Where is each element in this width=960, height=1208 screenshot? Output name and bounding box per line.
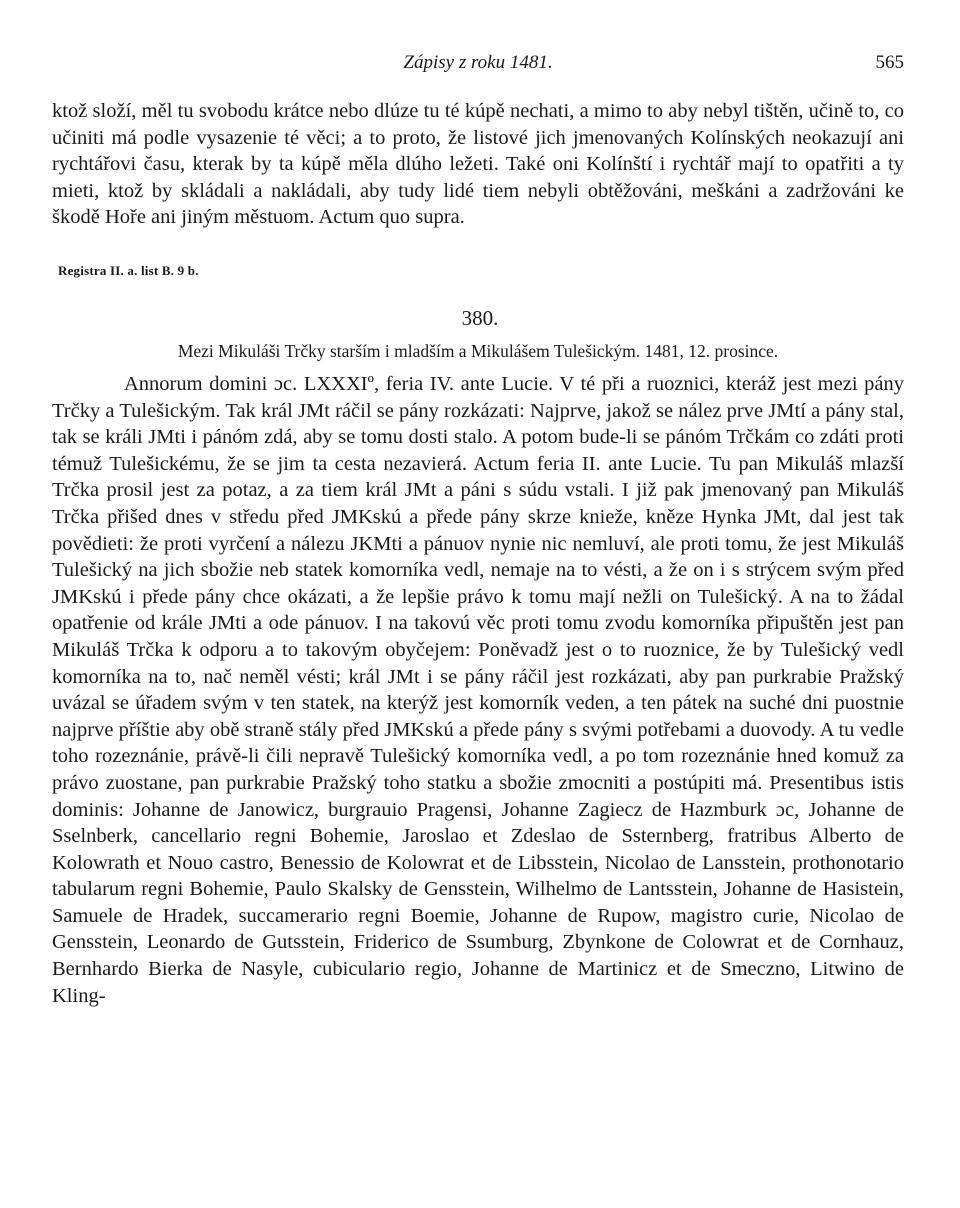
source-note: Registra II. a. list B. 9 b. bbox=[58, 263, 199, 278]
page-number: 565 bbox=[875, 52, 904, 73]
document-text bbox=[52, 371, 904, 1009]
continuation-paragraph: ktož složí, měl tu svobodu krátce nebo dlúze tu té kúpě nechati, a mimo to aby nebyl tištěn, učině to, co učiniti má podle vysazenie té věci; a to proto, že listové jich jmenovaných Kolínských neokazují ani rychtářovi času, kterak by ta kúpě měla dlúho ležeti. Také oni Kolínští i rychtář mají to opatřiti a ty mieti, ktož by skládali a nakládali, aby tudy lidé tiem nebyli obtěžováni, meškáni a zadržováni ke škodě Hoře ani jiným městuom. Actum quo supra. bbox=[52, 100, 904, 229]
document-regest: Mezi Mikuláši Trčky starším i mladším a Mikulášem Tulešickým. 1481, 12. prosince. bbox=[177, 341, 779, 361]
running-header bbox=[52, 50, 904, 78]
document-body: Annorum domini ɔc. LXXXIº, feria IV. ante Lucie. V té při a ruoznici, kteráž jest mezi pány Trčky a Tulešickým. Tak král JMt ráčil se pány rozkázati: Najprve, jakož se nález prve JMtí a pány stal, tak se králi JMti i pánóm zdá, aby se tomu dosti stalo. A potom bude-li se pánóm Trčkám co zdáti proti témuž Tulešickému, že se jim ta cesta nezavierá. Actum feria II. ante Lucie. Tu pan Mikuláš mlazší Trčka prosil jest za potaz, a za tiem král JMt a páni s súdu vstali. I již pak jmenovaný pan Mikuláš Trčka přišed dnes v středu před JMKskú a přede pány skrze knieže, kněze Hynka JMt, dal jest tak povědieti: že proti vyrčení a nálezu JKMti a pánuov nynie nic nemluví, ale proti tomu, že jest Mikuláš Tulešický na jich sbožie neb statek komorníka vedl, nemaje na to vésti, a že on i s strýcem svým před JMKskú i přede pány chce okázati, a že lepšie právo k tomu mají nežli on Tulešický. A na to žádal opatřenie od krále JMti a ode pánuov. I na takovú věc proti tomu zvodu komorníka připuštěn jest pan Mikuláš Trčka k odporu a to takovým obyčejem: Poněvadž jest o to ruoznice, že by Tulešický vedl komorníka na to, nač neměl vésti; král JMt i se pány ráčil jest rozkázati, aby pan purkrabie Pražský uvázal se úřadem svým v ten statek, na kterýž jest komorník veden, a ten pátek na suché dni puostnie najprve příštie aby obě straně stály před JMKskú a přede pány s svými potřebami a duovody. A tu vedle toho rozeznánie, právě-li čili nepravě Tulešický komorníka vedl, a po tom rozeznánie hned komuž za právo zuostane, pan purkrabie Pražský toho statku a sbožie zmocniti a postúpiti má. Presentibus istis dominis: Johanne de Janowicz, burgrauio Pragensi, Johanne Zagiecz de Hazmburk ɔc, Johanne de Sselnberk, cancellario regni Bohemie, Jaroslao et Zdeslao de Ssternberg, fratribus Alberto de Kolowrath et Nouo castro, Benessio de Kolowrat et de Libsstein, Nicolao de Lansstein, prothonotario tabularum regni Bohemie, Paulo Skalsky de Gensstein, Wilhelmo de Lantsstein, Johanne de Hasistein, Samuele de Hradek, succamerario regni Boemie, Johanne de Rupow, magistro curie, Nicolao de Gensstein, Leonardo de Gutsstein, Friderico de Ssumburg, Zbynkone de Colowrat et de Cornhauz, Bernhardo Bierka de Nasyle, cubiculario regio, Johanne de Martinicz et de Smeczno, Litwino de Kling- bbox=[52, 373, 904, 1007]
document-number: 380. bbox=[461, 306, 499, 330]
running-title: Zápisy z roku 1481. bbox=[403, 52, 553, 73]
